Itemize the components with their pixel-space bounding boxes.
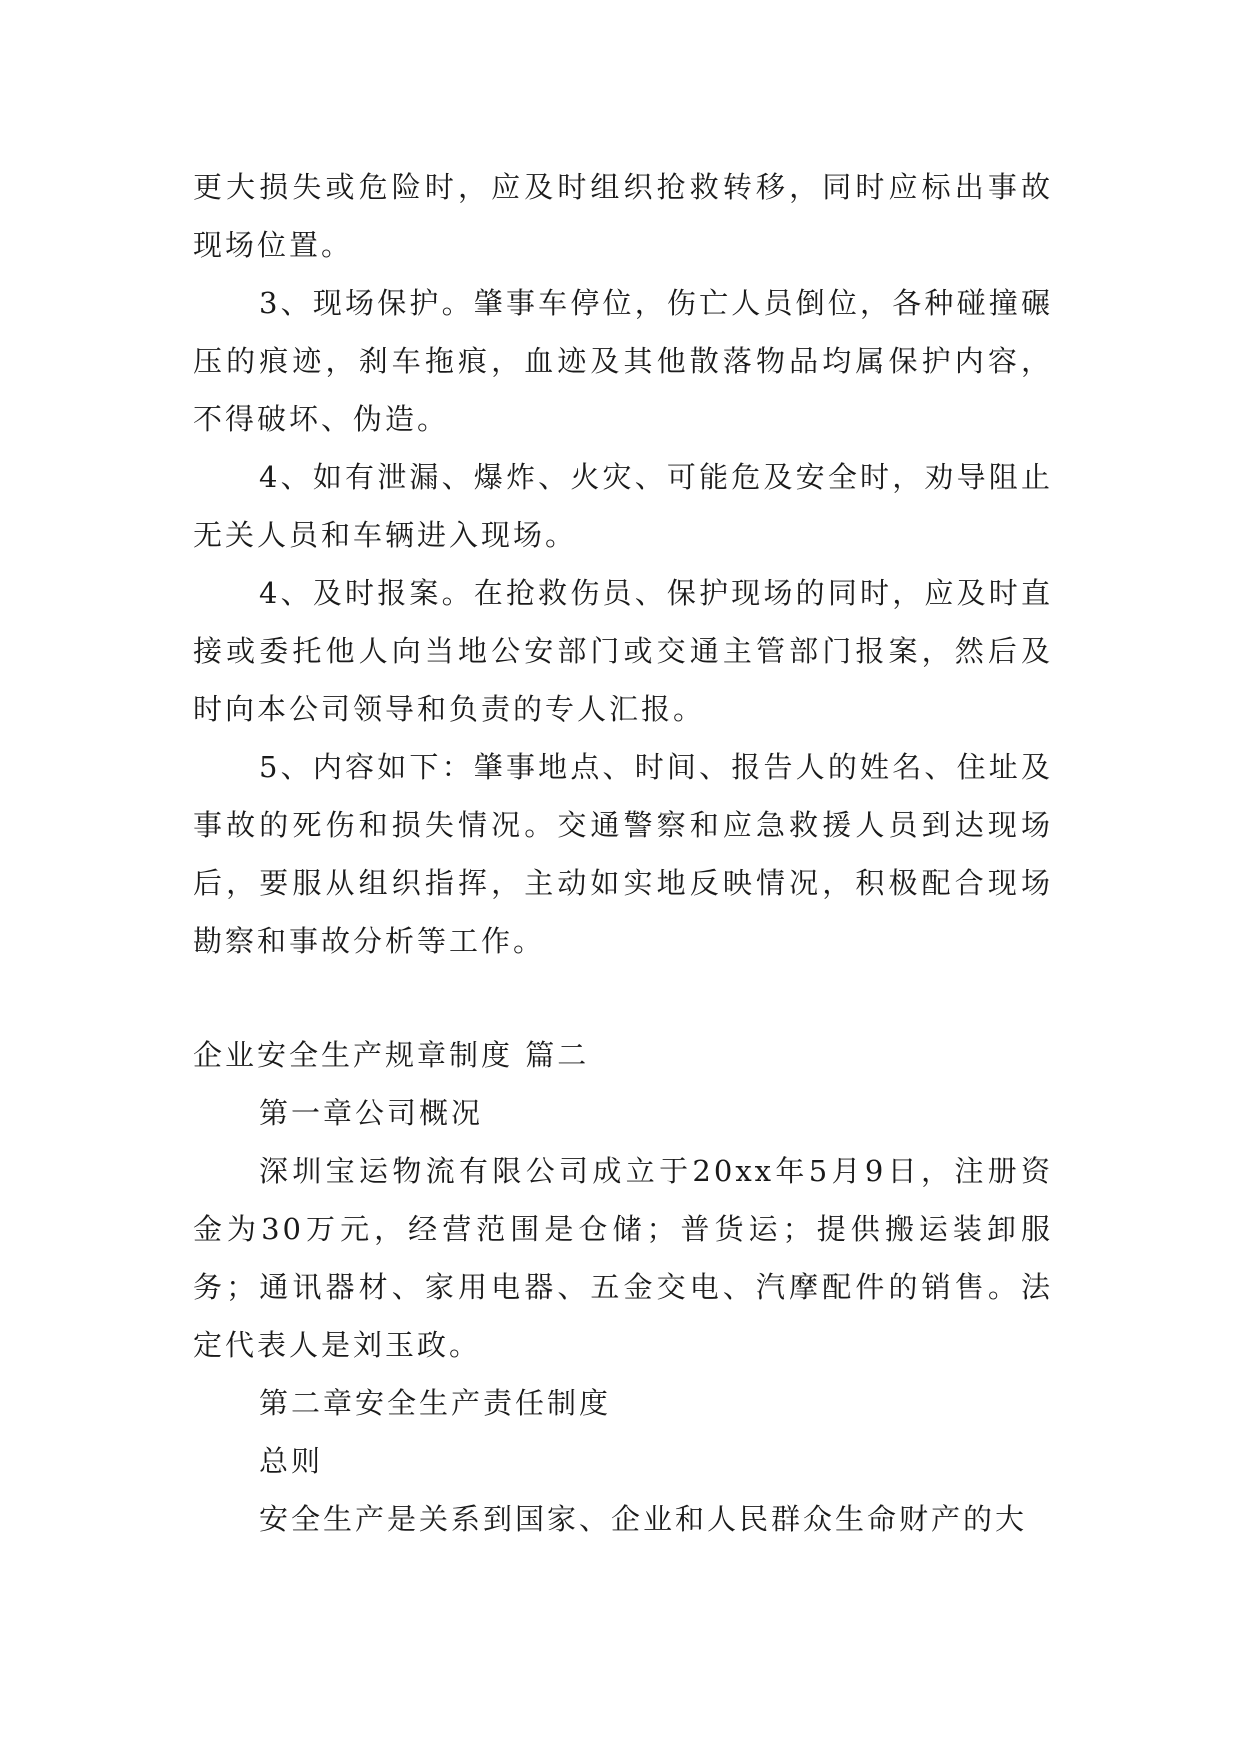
chapter1-heading: 第一章公司概况 (259, 1096, 484, 1130)
chapter1-text: 深圳宝运物流有限公司成立于20xx年5月9日，注册资金为30万元，经营范围是仓储；普货运；提供搬运装卸服务；通讯器材、家用电器、五金交电、汽摩配件的销售。法定代表人是刘玉政。 (193, 1154, 1053, 1362)
paragraph-report-case: 4、及时报案。在抢救伤员、保护现场的同时，应及时直接或委托他人向当地公安部门或交通主管部门报案，然后及时向本公司领导和负责的专人汇报。 (193, 576, 1053, 726)
general-text: 安全生产是关系到国家、企业和人民群众生命财产的大 (259, 1502, 1028, 1536)
paragraph-report-content: 5、内容如下：肇事地点、时间、报告人的姓名、住址及事故的死伤和损失情况。交通警察和应急救援人员到达现场后，要服从组织指挥，主动如实地反映情况，积极配合现场勘察和事故分析等工作。 (193, 750, 1053, 958)
paragraph-continuation: 更大损失或危险时，应及时组织抢救转移，同时应标出事故现场位置。 (193, 170, 1053, 262)
paragraph-scene-protection: 3、现场保护。肇事车停位，伤亡人员倒位，各种碰撞碾压的痕迹，刹车拖痕，血迹及其他散落物品均属保护内容，不得破坏、伪造。 (193, 286, 1053, 436)
document-body (193, 158, 1053, 1548)
chapter2-heading: 第二章安全生产责任制度 (259, 1386, 612, 1420)
general-heading: 总则 (259, 1444, 324, 1478)
paragraph-hazard-warning: 4、如有泄漏、爆炸、火灾、可能危及安全时，劝导阻止无关人员和车辆进入现场。 (193, 460, 1053, 552)
section-title: 企业安全生产规章制度 篇二 (193, 1038, 590, 1072)
